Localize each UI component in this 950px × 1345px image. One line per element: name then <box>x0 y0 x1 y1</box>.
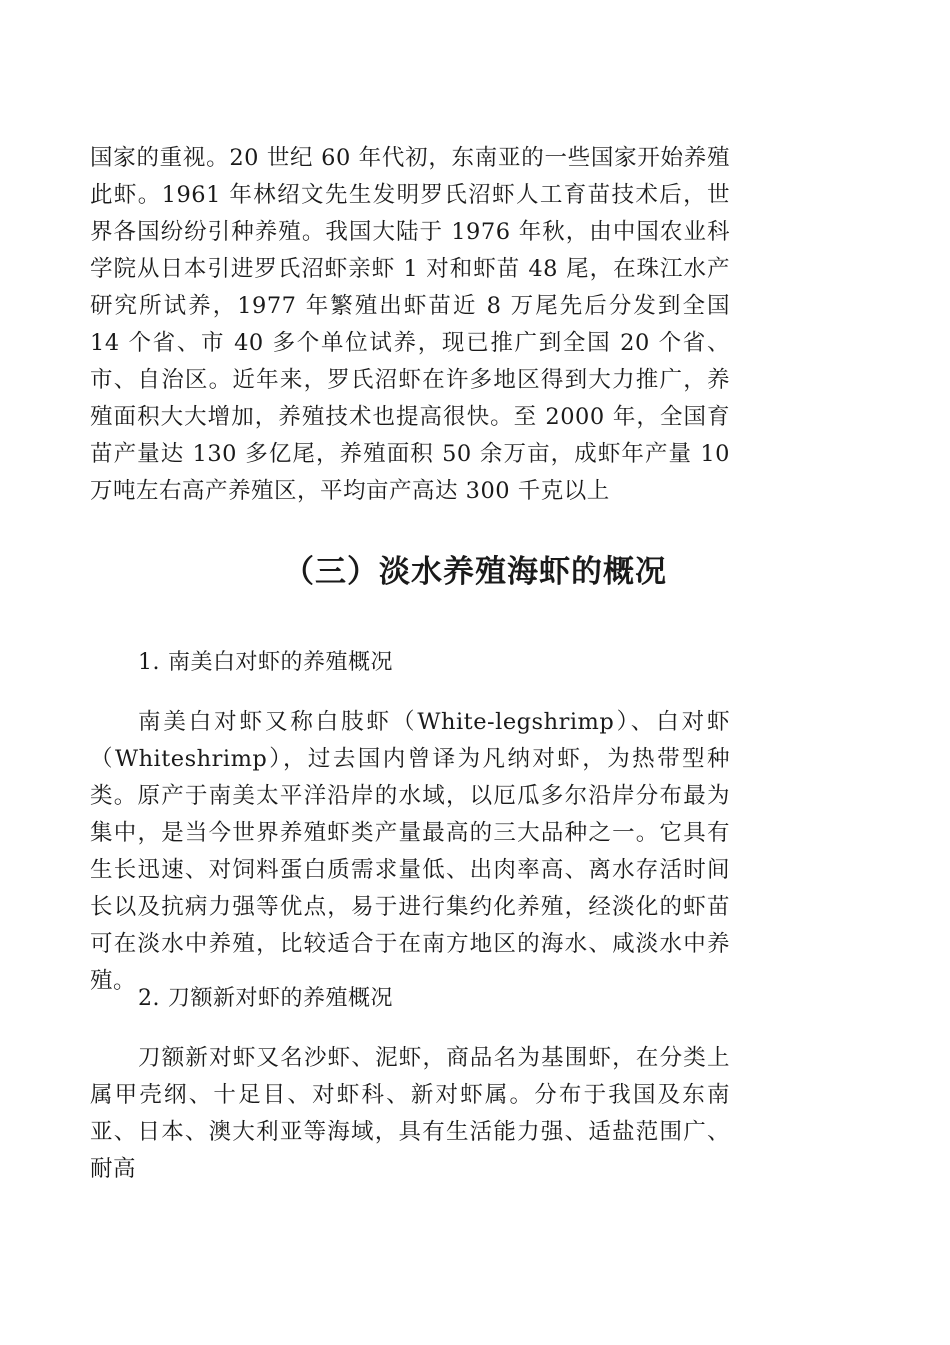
subsection-title: 刀额新对虾的养殖概况 <box>168 986 394 1011</box>
subsection-number: 1. <box>138 650 160 675</box>
body-paragraph-intro: 国家的重视。20 世纪 60 年代初，东南亚的一些国家开始养殖此虾。1961 年林绍文先生发明罗氏沼虾人工育苗技术后，世界各国纷纷引种养殖。我国大陆于 1976 年秋，由中国农业科学院从日本引进罗氏沼虾亲虾 1 对和虾苗 48 尾，在珠江水产研究所试养，1977 年繁殖出虾苗近 8 万尾先后分发到全国 14 个省、市 40 多个单位试养，现已推广到全国 20 个省、市、自治区。近年来，罗氏沼虾在许多地区得到大力推广，养殖面积大大增加，养殖技术也提高很快。至 2000 年，全国育苗产量达 130 多亿尾，养殖面积 50 余万亩，成虾年产量 10 万吨左右高产养殖区，平均亩产高达 300 千克以上 <box>90 145 730 504</box>
body-paragraph-white-shrimp: 南美白对虾又称白肢虾（White-legshrimp）、白对虾（Whiteshrimp），过去国内曾译为凡纳对虾，为热带型种类。原产于南美太平洋沿岸的水域，以厄瓜多尔沿岸分布最为集中，是当今世界养殖虾类产量最高的三大品种之一。它具有生长迅速、对饲料蛋白质需求量低、出肉率高、离水存活时间长以及抗病力强等优点，易于进行集约化养殖，经淡化的虾苗可在淡水中养殖，比较适合于在南方地区的海水、咸淡水中养殖。 <box>90 709 730 994</box>
subsection-heading-2 <box>138 983 393 1015</box>
subsection-number: 2. <box>138 986 160 1011</box>
subsection-title: 南美白对虾的养殖概况 <box>168 650 394 675</box>
section-heading: （三）淡水养殖海虾的概况 <box>283 554 667 590</box>
body-paragraph-greasyback-shrimp: 刀额新对虾又名沙虾、泥虾，商品名为基围虾，在分类上属甲壳纲、十足目、对虾科、新对虾属。分布于我国及东南亚、日本、澳大利亚等海域，具有生活能力强、适盐范围广、耐高 <box>90 1045 730 1182</box>
subsection-heading-1 <box>138 647 393 679</box>
